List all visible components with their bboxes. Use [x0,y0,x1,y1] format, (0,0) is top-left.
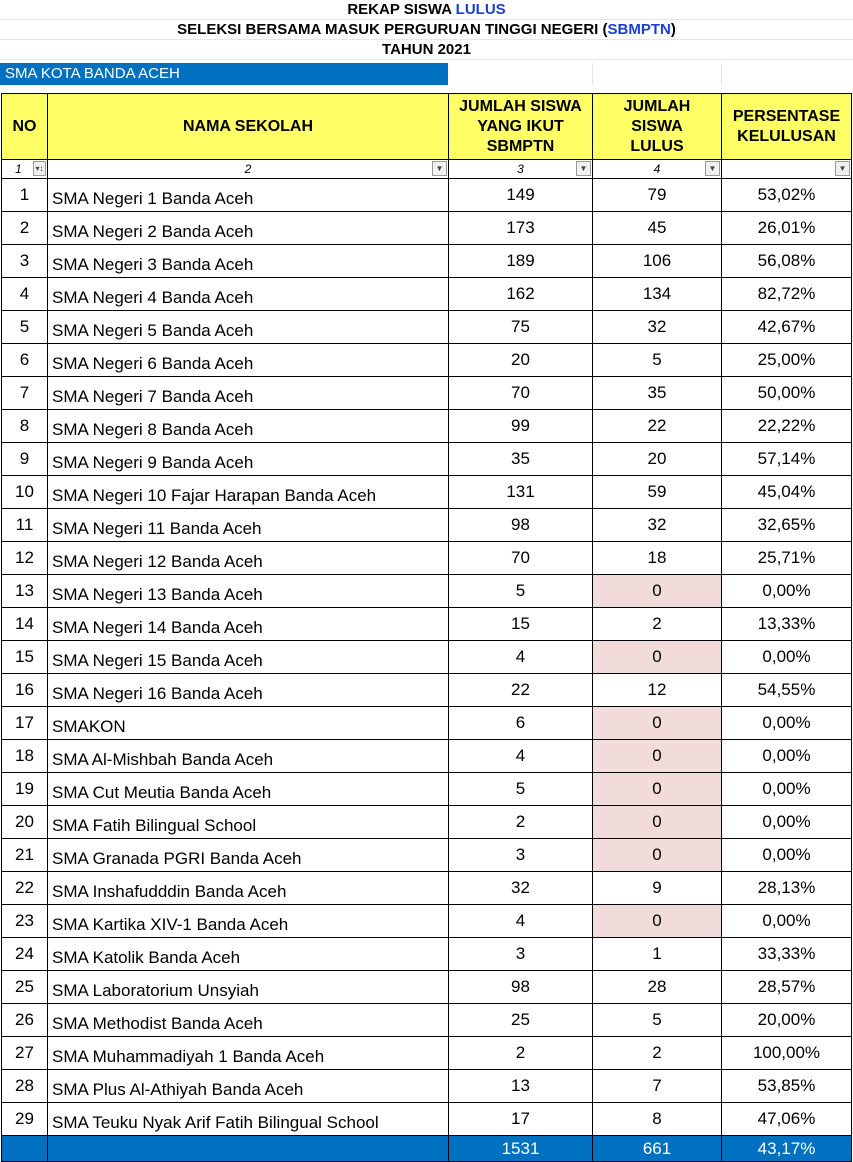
school-name-cell[interactable]: SMA Laboratorium Unsyiah [48,971,449,1004]
table-row [2,179,852,212]
row-number-cell[interactable]: 29 [2,1103,48,1136]
filter-dropdown-icon[interactable]: ▼ [705,161,720,176]
row-number-cell[interactable]: 16 [2,674,48,707]
row-number-cell[interactable]: 5 [2,311,48,344]
region-bar-cell[interactable] [592,63,722,85]
title-line-1-text: REKAP SISWA [347,1,456,18]
title-line-1 [0,0,853,20]
table-row [2,938,852,971]
jumlah-lulus-cell[interactable]: 79 [593,179,722,212]
school-name-cell[interactable]: SMA Negeri 8 Banda Aceh [48,410,449,443]
table-row [2,1103,852,1136]
persentase-cell[interactable]: 45,04% [722,476,852,509]
row-number-cell[interactable]: 6 [2,344,48,377]
school-name-cell[interactable]: SMA Negeri 6 Banda Aceh [48,344,449,377]
column-number-cell[interactable] [593,160,722,179]
jumlah-ikut-cell[interactable]: 25 [449,1004,593,1037]
table-row [2,410,852,443]
header-nama-sekolah[interactable]: NAMA SEKOLAH [48,94,449,160]
row-number-cell[interactable]: 9 [2,443,48,476]
persentase-cell[interactable]: 0,00% [722,839,852,872]
filter-dropdown-icon[interactable]: ▼ [576,161,591,176]
persentase-cell[interactable]: 0,00% [722,575,852,608]
school-name-cell[interactable]: SMA Negeri 7 Banda Aceh [48,377,449,410]
persentase-cell[interactable]: 0,00% [722,905,852,938]
table-row [2,641,852,674]
row-number-cell[interactable]: 13 [2,575,48,608]
jumlah-lulus-cell[interactable]: 32 [593,311,722,344]
row-number-cell[interactable]: 28 [2,1070,48,1103]
column-number-row [2,160,852,179]
header-jumlah-lulus[interactable] [593,94,722,160]
table-row [2,773,852,806]
row-number-cell[interactable]: 20 [2,806,48,839]
jumlah-lulus-cell[interactable]: 134 [593,278,722,311]
filter-dropdown-icon[interactable]: ▼ [835,161,850,176]
table-row [2,971,852,1004]
school-name-cell[interactable]: SMA Negeri 12 Banda Aceh [48,542,449,575]
persentase-cell[interactable]: 42,67% [722,311,852,344]
school-name-cell[interactable]: SMA Teuku Nyak Arif Fatih Bilingual School [48,1103,449,1136]
persentase-cell[interactable]: 20,00% [722,1004,852,1037]
title-highlight-lulus: LULUS [455,1,506,18]
total-name-cell[interactable] [48,1136,449,1162]
row-number-cell[interactable]: 21 [2,839,48,872]
jumlah-lulus-cell[interactable]: 32 [593,509,722,542]
jumlah-ikut-cell[interactable]: 3 [449,839,593,872]
persentase-cell[interactable]: 54,55% [722,674,852,707]
school-name-cell[interactable]: SMA Katolik Banda Aceh [48,938,449,971]
school-name-cell[interactable]: SMA Methodist Banda Aceh [48,1004,449,1037]
jumlah-lulus-cell[interactable]: 0 [593,806,722,839]
school-name-cell[interactable]: SMA Negeri 11 Banda Aceh [48,509,449,542]
table-row [2,245,852,278]
report-title [0,0,853,60]
jumlah-lulus-cell[interactable]: 20 [593,443,722,476]
header-jumlah-ikut-text: JUMLAH SISWA YANG IKUT SBMPTN [459,97,582,155]
persentase-cell[interactable]: 100,00% [722,1037,852,1070]
persentase-cell[interactable]: 0,00% [722,740,852,773]
school-name-cell[interactable]: SMA Kartika XIV-1 Banda Aceh [48,905,449,938]
row-number-cell[interactable]: 26 [2,1004,48,1037]
table-row [2,872,852,905]
school-name-cell[interactable]: SMA Negeri 14 Banda Aceh [48,608,449,641]
jumlah-ikut-cell[interactable]: 13 [449,1070,593,1103]
title-line-2-text: SELEKSI BERSAMA MASUK PERGURUAN TINGGI NEGERI ( [177,21,608,38]
title-line-2 [0,20,853,40]
column-number-cell[interactable] [48,160,449,179]
school-name-cell[interactable]: SMA Cut Meutia Banda Aceh [48,773,449,806]
persentase-cell[interactable]: 53,02% [722,179,852,212]
recap-table [1,93,852,1162]
title-highlight-sbmptn: SBMPTN [607,21,671,38]
jumlah-lulus-cell[interactable]: 0 [593,839,722,872]
table-row [2,509,852,542]
header-jumlah-ikut[interactable] [449,94,593,160]
total-lulus[interactable]: 661 [593,1136,722,1162]
jumlah-lulus-cell[interactable]: 5 [593,344,722,377]
row-number-cell[interactable]: 18 [2,740,48,773]
jumlah-lulus-cell[interactable]: 0 [593,773,722,806]
jumlah-lulus-cell[interactable]: 0 [593,707,722,740]
persentase-cell[interactable]: 25,71% [722,542,852,575]
table-row [2,377,852,410]
jumlah-lulus-cell[interactable]: 18 [593,542,722,575]
school-name-cell[interactable]: SMA Negeri 9 Banda Aceh [48,443,449,476]
total-ikut[interactable]: 1531 [449,1136,593,1162]
school-name-cell[interactable]: SMA Fatih Bilingual School [48,806,449,839]
table-row [2,476,852,509]
persentase-cell[interactable]: 0,00% [722,641,852,674]
jumlah-ikut-cell[interactable]: 149 [449,179,593,212]
region-label[interactable]: SMA KOTA BANDA ACEH [0,63,448,85]
row-number-cell[interactable]: 14 [2,608,48,641]
region-bar-cell[interactable] [448,63,593,85]
jumlah-ikut-cell[interactable]: 98 [449,509,593,542]
jumlah-ikut-cell[interactable]: 70 [449,377,593,410]
jumlah-ikut-cell[interactable]: 20 [449,344,593,377]
persentase-cell[interactable]: 0,00% [722,773,852,806]
jumlah-ikut-cell[interactable]: 131 [449,476,593,509]
row-number-cell[interactable]: 25 [2,971,48,1004]
persentase-cell[interactable]: 32,65% [722,509,852,542]
header-row [2,94,852,160]
table-row [2,905,852,938]
row-number-cell[interactable]: 15 [2,641,48,674]
total-row [2,1136,852,1162]
jumlah-lulus-cell[interactable]: 28 [593,971,722,1004]
row-number-cell[interactable]: 4 [2,278,48,311]
region-bar-cell[interactable] [721,63,853,85]
jumlah-lulus-cell[interactable]: 22 [593,410,722,443]
persentase-cell[interactable]: 22,22% [722,410,852,443]
jumlah-lulus-cell[interactable]: 45 [593,212,722,245]
table-row [2,1070,852,1103]
jumlah-lulus-cell[interactable]: 106 [593,245,722,278]
table-row [2,443,852,476]
column-number: 1 [15,162,22,176]
jumlah-lulus-cell[interactable]: 5 [593,1004,722,1037]
jumlah-ikut-cell[interactable]: 22 [449,674,593,707]
row-number-cell[interactable]: 2 [2,212,48,245]
column-number-cell[interactable] [449,160,593,179]
jumlah-ikut-cell[interactable]: 189 [449,245,593,278]
jumlah-lulus-cell[interactable]: 1 [593,938,722,971]
region-bar [0,63,853,85]
header-jumlah-lulus-text: JUMLAH SISWA LULUS [623,97,691,155]
jumlah-ikut-cell[interactable]: 162 [449,278,593,311]
persentase-cell[interactable]: 28,13% [722,872,852,905]
table-row [2,311,852,344]
jumlah-lulus-cell[interactable]: 59 [593,476,722,509]
jumlah-ikut-cell[interactable]: 35 [449,443,593,476]
jumlah-ikut-cell[interactable]: 99 [449,410,593,443]
persentase-cell[interactable]: 0,00% [722,806,852,839]
jumlah-lulus-cell[interactable]: 12 [593,674,722,707]
row-number-cell[interactable]: 23 [2,905,48,938]
row-number-cell[interactable]: 3 [2,245,48,278]
jumlah-ikut-cell[interactable]: 17 [449,1103,593,1136]
school-name-cell[interactable]: SMA Negeri 16 Banda Aceh [48,674,449,707]
school-name-cell[interactable]: SMAKON [48,707,449,740]
persentase-cell[interactable]: 25,00% [722,344,852,377]
persentase-cell[interactable]: 47,06% [722,1103,852,1136]
table-row [2,278,852,311]
jumlah-ikut-cell[interactable]: 32 [449,872,593,905]
filter-dropdown-icon[interactable]: ▼ [432,161,447,176]
school-name-cell[interactable]: SMA Al-Mishbah Banda Aceh [48,740,449,773]
school-name-cell[interactable]: SMA Negeri 3 Banda Aceh [48,245,449,278]
persentase-cell[interactable]: 50,00% [722,377,852,410]
school-name-cell[interactable]: SMA Granada PGRI Banda Aceh [48,839,449,872]
school-name-cell[interactable]: SMA Negeri 2 Banda Aceh [48,212,449,245]
jumlah-lulus-cell[interactable]: 0 [593,905,722,938]
persentase-cell[interactable]: 13,33% [722,608,852,641]
jumlah-ikut-cell[interactable]: 98 [449,971,593,1004]
jumlah-lulus-cell[interactable]: 35 [593,377,722,410]
row-number-cell[interactable]: 1 [2,179,48,212]
column-number: 4 [653,162,661,176]
persentase-cell[interactable]: 56,08% [722,245,852,278]
total-persentase[interactable]: 43,17% [722,1136,852,1162]
jumlah-lulus-cell[interactable]: 2 [593,1037,722,1070]
row-number-cell[interactable]: 12 [2,542,48,575]
school-name-cell[interactable]: SMA Inshafudddin Banda Aceh [48,872,449,905]
jumlah-ikut-cell[interactable]: 4 [449,740,593,773]
header-persentase[interactable]: PERSENTASE KELULUSAN [722,94,852,160]
jumlah-lulus-cell[interactable]: 0 [593,575,722,608]
title-line-3: TAHUN 2021 [0,40,853,60]
persentase-cell[interactable]: 53,85% [722,1070,852,1103]
jumlah-ikut-cell[interactable]: 5 [449,773,593,806]
persentase-cell[interactable]: 57,14% [722,443,852,476]
column-number-cell[interactable] [2,160,48,179]
table-body [2,179,852,1136]
jumlah-lulus-cell[interactable]: 7 [593,1070,722,1103]
jumlah-lulus-cell[interactable]: 2 [593,608,722,641]
jumlah-lulus-cell[interactable]: 0 [593,740,722,773]
table-row [2,674,852,707]
row-number-cell[interactable]: 10 [2,476,48,509]
table-row [2,707,852,740]
school-name-cell[interactable]: SMA Negeri 13 Banda Aceh [48,575,449,608]
jumlah-ikut-cell[interactable]: 4 [449,905,593,938]
row-number-cell[interactable]: 24 [2,938,48,971]
title-line-2-close: ) [670,21,676,38]
table-row [2,212,852,245]
jumlah-ikut-cell[interactable]: 15 [449,608,593,641]
persentase-cell[interactable]: 0,00% [722,707,852,740]
school-name-cell[interactable]: SMA Negeri 10 Fajar Harapan Banda Aceh [48,476,449,509]
row-number-cell[interactable]: 8 [2,410,48,443]
total-no-cell[interactable] [2,1136,48,1162]
school-name-cell[interactable]: SMA Negeri 5 Banda Aceh [48,311,449,344]
row-number-cell[interactable]: 17 [2,707,48,740]
table-row [2,575,852,608]
jumlah-ikut-cell[interactable]: 70 [449,542,593,575]
persentase-cell[interactable]: 33,33% [722,938,852,971]
row-number-cell[interactable]: 7 [2,377,48,410]
jumlah-ikut-cell[interactable]: 6 [449,707,593,740]
jumlah-ikut-cell[interactable]: 2 [449,1037,593,1070]
column-number: 2 [244,162,252,176]
persentase-cell[interactable]: 82,72% [722,278,852,311]
jumlah-lulus-cell[interactable]: 0 [593,641,722,674]
school-name-cell[interactable]: SMA Muhammadiyah 1 Banda Aceh [48,1037,449,1070]
sort-dropdown-icon[interactable]: ▾↕ [33,161,46,176]
table-row [2,806,852,839]
row-number-cell[interactable]: 19 [2,773,48,806]
table-row [2,1037,852,1070]
table-row [2,740,852,773]
school-name-cell[interactable]: SMA Negeri 1 Banda Aceh [48,179,449,212]
table-row [2,344,852,377]
jumlah-ikut-cell[interactable]: 173 [449,212,593,245]
school-name-cell[interactable]: SMA Negeri 15 Banda Aceh [48,641,449,674]
column-number-cell[interactable] [722,160,852,179]
jumlah-ikut-cell[interactable]: 75 [449,311,593,344]
persentase-cell[interactable]: 28,57% [722,971,852,1004]
school-name-cell[interactable]: SMA Plus Al-Athiyah Banda Aceh [48,1070,449,1103]
table-row [2,542,852,575]
persentase-cell[interactable]: 26,01% [722,212,852,245]
header-no[interactable]: NO [2,94,48,160]
jumlah-ikut-cell[interactable]: 4 [449,641,593,674]
column-number: 3 [517,162,524,176]
row-number-cell[interactable]: 11 [2,509,48,542]
row-number-cell[interactable]: 27 [2,1037,48,1070]
jumlah-lulus-cell[interactable]: 8 [593,1103,722,1136]
jumlah-ikut-cell[interactable]: 3 [449,938,593,971]
table-row [2,608,852,641]
table-row [2,839,852,872]
row-number-cell[interactable]: 22 [2,872,48,905]
jumlah-lulus-cell[interactable]: 9 [593,872,722,905]
school-name-cell[interactable]: SMA Negeri 4 Banda Aceh [48,278,449,311]
table-row [2,1004,852,1037]
jumlah-ikut-cell[interactable]: 2 [449,806,593,839]
jumlah-ikut-cell[interactable]: 5 [449,575,593,608]
